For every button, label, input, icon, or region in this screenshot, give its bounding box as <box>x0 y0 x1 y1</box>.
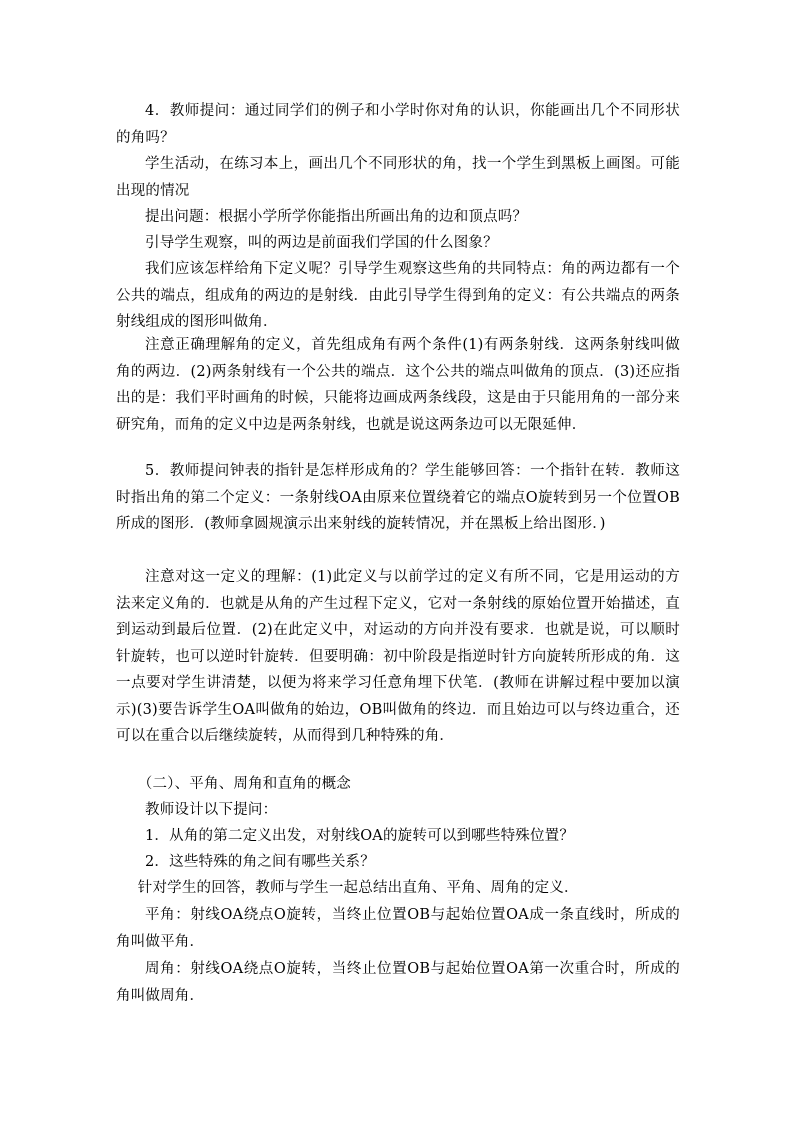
section-heading-special-angles: （二）、平角、周角和直角的概念 <box>137 776 351 792</box>
paragraph-teacher-question-5: 5．教师提问钟表的指针是怎样形成角的？学生能够回答：一个指针在转．教师这时指出角的第二个定义：一条射线OA由原来位置绕着它的端点O旋转到另一个位置OB所成的图形．(教师拿圆规演示出来射线的旋转情况，并在黑板上给出图形．) <box>116 463 680 532</box>
paragraph-guide-observe: 引导学生观察，叫的两边是前面我们学国的什么图象？ <box>145 235 498 251</box>
paragraph-second-definition-notes: 注意对这一定义的理解：(1)此定义与以前学过的定义有所不同，它是用运动的方法来定义角的．也就是从角的产生过程下定义，它对一条射线的原始位置开始描述，直到运动到最后位置．(2)在此定义中，对运动的方向并没有要求．也就是说，可以顺时针旋转，也可以逆时针旋转．但要明确：初中阶段是指逆时针方向旋转所形成的角．这一点要对学生讲清楚，以便为将来学习任意角埋下伏笔．(教师在讲解过程中要加以演示)(3)要告诉学生OA叫做角的始边，OB叫做角的终边．而且始边可以与终边重合，还可以在重合以后继续旋转，从而得到几种特殊的角． <box>116 569 680 744</box>
paragraph-summary: 针对学生的回答，教师与学生一起总结出直角、平角、周角的定义． <box>137 880 579 896</box>
paragraph-question-1: 1．从角的第二定义出发，对射线OA的旋转可以到哪些特殊位置？ <box>145 828 575 844</box>
paragraph-student-activity: 学生活动，在练习本上，画出几个不同形状的角，找一个学生到黑板上画图。可能出现的情况 <box>116 156 680 199</box>
paragraph-teacher-question-4: 4．教师提问：通过同学们的例子和小学时你对角的认识，你能画出几个不同形状的角吗？ <box>116 103 680 146</box>
paragraph-angle-definition: 我们应该怎样给角下定义呢？引导学生观察这些角的共同特点：角的两边都有一个公共的端点，组成角的两边的是射线．由此引导学生得到角的定义：有公共端点的两条射线组成的图形叫做角． <box>116 261 680 330</box>
paragraph-teacher-design: 教师设计以下提问： <box>145 802 278 818</box>
paragraph-straight-angle: 平角：射线OA绕点O旋转，当终止位置OB与起始位置OA成一条直线时，所成的角叫做平角． <box>116 907 680 950</box>
paragraph-question-2: 2．这些特殊的角之间有哪些关系？ <box>145 854 375 870</box>
paragraph-definition-notes: 注意正确理解角的定义，首先组成角有两个条件(1)有两条射线．这两条射线叫做角的两边．(2)两条射线有一个公共的端点．这个公共的端点叫做角的顶点．(3)还应指出的是：我们平时画角的时候，只能将边画成两条线段，这是由于只能用角的一部分来研究角，而角的定义中边是两条射线，也就是说这两条边可以无限延伸． <box>116 337 680 433</box>
paragraph-raise-question: 提出问题：根据小学所学你能指出所画出角的边和顶点吗？ <box>145 209 528 225</box>
paragraph-full-angle: 周角：射线OA绕点O旋转，当终止位置OB与起始位置OA第一次重合时，所成的角叫做周角． <box>116 961 680 1004</box>
